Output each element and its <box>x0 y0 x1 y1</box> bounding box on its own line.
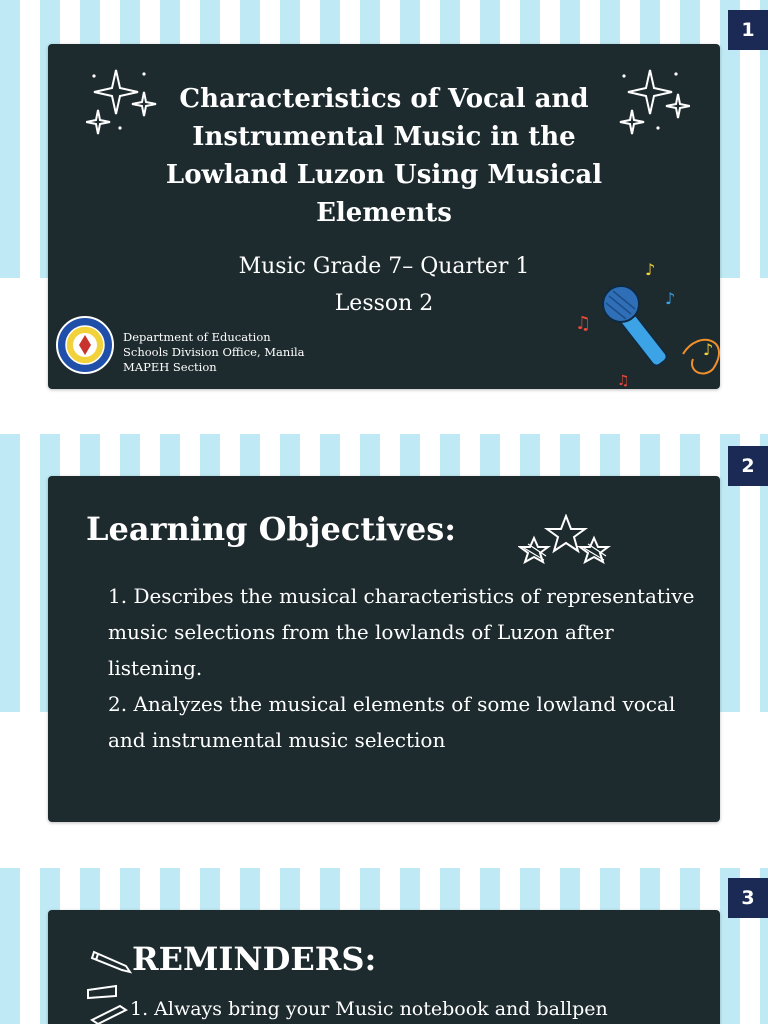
svg-text:♪: ♪ <box>665 289 676 308</box>
objective-item: 1. Describes the musical characteristics of representative music selections from the lowlands of Luzon after listening. <box>108 584 695 680</box>
slide-3[interactable] <box>0 868 768 1024</box>
reminders-panel <box>48 910 720 1024</box>
title-panel <box>48 44 720 389</box>
dept-line: Department of Education <box>123 330 271 344</box>
microphone-icon <box>573 259 723 389</box>
section-heading: REMINDERS: <box>132 940 377 978</box>
slide-number-badge: 1 <box>728 10 768 50</box>
department-info <box>123 330 305 375</box>
division-seal-logo <box>56 316 114 374</box>
slide-2[interactable] <box>0 434 768 834</box>
slide-number-badge: 2 <box>728 446 768 486</box>
svg-text:♫: ♫ <box>617 373 630 389</box>
slide-1[interactable] <box>0 0 768 400</box>
dept-line: Schools Division Office, Manila <box>123 345 305 359</box>
svg-text:♪: ♪ <box>645 260 656 279</box>
section-heading: Learning Objectives: <box>86 510 457 548</box>
subtitle-grade: Music Grade 7– Quarter 1 <box>238 254 530 279</box>
svg-text:♪: ♪ <box>703 340 714 359</box>
objectives-panel <box>48 476 720 822</box>
reminder-item: 1. Always bring your Music notebook and ballpen <box>130 998 608 1020</box>
subtitle-lesson: Lesson 2 <box>334 291 434 316</box>
pencil-icon <box>86 984 132 1024</box>
objective-item: 2. Analyzes the musical elements of some lowland vocal and instrumental music selection <box>108 692 676 752</box>
slide-number-badge: 3 <box>728 878 768 918</box>
svg-text:♫: ♫ <box>575 313 592 334</box>
pencil-icon <box>90 948 132 974</box>
stars-icon <box>518 514 613 574</box>
dept-line: MAPEH Section <box>123 360 217 374</box>
page-title: Characteristics of Vocal and Instrumental Music in the Lowland Luzon Using Musical Elements <box>165 84 603 228</box>
